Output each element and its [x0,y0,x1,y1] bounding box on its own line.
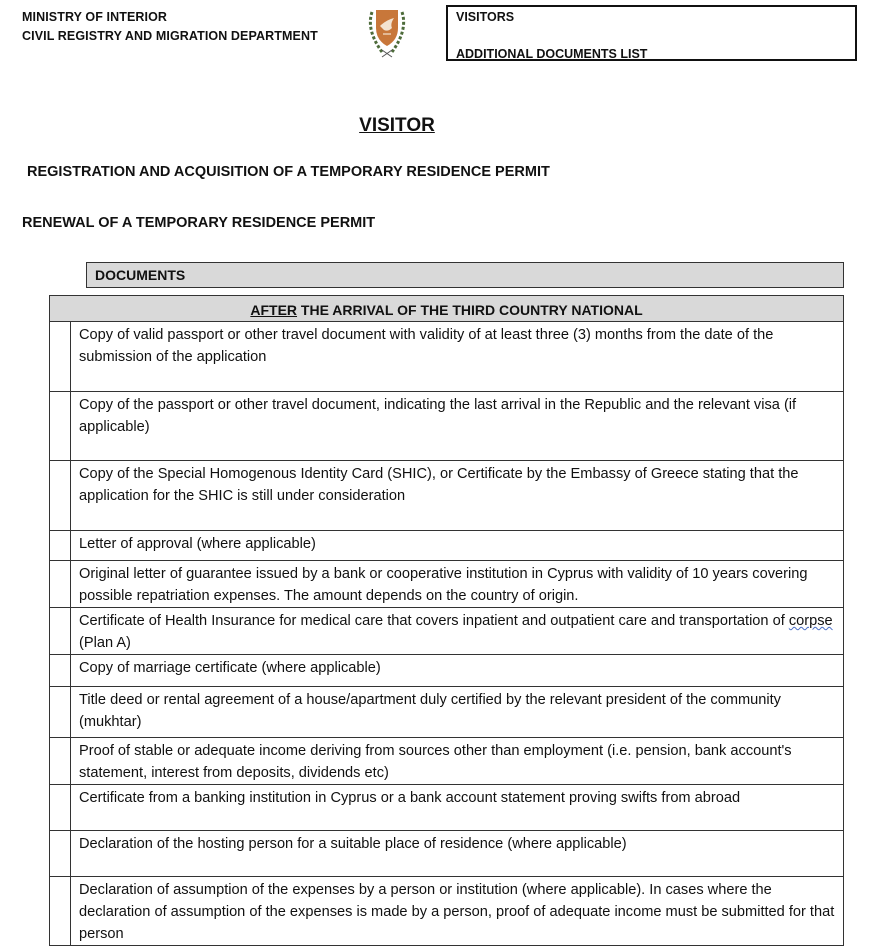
ministry-line-2: CIVIL REGISTRY AND MIGRATION DEPARTMENT [22,29,318,43]
ministry-heading [22,8,318,46]
section-header-text: THE ARRIVAL OF THE THIRD COUNTRY NATIONAL [297,302,643,318]
documents-header: DOCUMENTS [86,262,844,288]
table-row [50,392,844,461]
subtitle-renewal: RENEWAL OF A TEMPORARY RESIDENCE PERMIT [22,215,376,231]
checkbox-cell[interactable] [50,322,71,392]
table-row [50,531,844,561]
document-item: Declaration of the hosting person for a suitable place of residence (where applicable) [71,831,844,877]
table-row [50,738,844,785]
table-row [50,785,844,831]
page-title: VISITOR [359,115,435,136]
document-item: Copy of the passport or other travel document, indicating the last arrival in the Republic and the relevant visa (if applicable) [71,392,844,461]
subtitle-registration: REGISTRATION AND ACQUISITION OF A TEMPORARY RESIDENCE PERMIT [27,164,550,180]
document-item: Copy of the Special Homogenous Identity Card (SHIC), or Certificate by the Embassy of Greece stating that the application for the SHIC is still under consideration [71,461,844,531]
table-row [50,655,844,687]
document-item-text: (Plan A) [79,635,131,651]
document-item [71,608,844,655]
spellcheck-marked-word: corpse [788,613,833,629]
ministry-line-1: MINISTRY OF INTERIOR [22,10,168,24]
table-row [50,877,844,946]
document-item: Original letter of guarantee issued by a bank or cooperative institution in Cyprus with validity of 10 years covering possible repatriation expenses. The amount depends on the country of origin. [71,561,844,608]
document-item: Title deed or rental agreement of a house/apartment duly certified by the relevant president of the community (mukhtar) [71,687,844,738]
checkbox-cell[interactable] [50,608,71,655]
cyprus-coat-of-arms-icon [362,4,412,60]
table-row [50,561,844,608]
document-item: Copy of valid passport or other travel document with validity of at least three (3) months from the date of the submission of the application [71,322,844,392]
checkbox-cell[interactable] [50,687,71,738]
document-item: Certificate from a banking institution in Cyprus or a bank account statement proving swifts from abroad [71,785,844,831]
table-row [50,322,844,392]
document-category: VISITORS [456,10,515,24]
checkbox-cell[interactable] [50,655,71,687]
checkbox-cell[interactable] [50,831,71,877]
document-list-name: ADDITIONAL DOCUMENTS LIST [456,47,648,61]
document-item: Letter of approval (where applicable) [71,531,844,561]
document-item: Copy of marriage certificate (where applicable) [71,655,844,687]
checkbox-cell[interactable] [50,531,71,561]
checkbox-cell[interactable] [50,561,71,608]
checkbox-cell[interactable] [50,785,71,831]
checkbox-cell[interactable] [50,392,71,461]
table-row [50,461,844,531]
section-header-row [50,296,844,322]
table-row [50,831,844,877]
checkbox-cell[interactable] [50,738,71,785]
section-header [50,296,844,322]
checkbox-cell[interactable] [50,877,71,946]
table-row [50,608,844,655]
documents-table [49,295,844,946]
checkbox-cell[interactable] [50,461,71,531]
document-type-box [446,5,857,61]
document-item: Declaration of assumption of the expenses by a person or institution (where applicable). In cases where the declaration of assumption of the expenses is made by a person, proof of adequate income must be submitted for that person [71,877,844,946]
document-item: Proof of stable or adequate income deriving from sources other than employment (i.e. pension, bank account's statement, interest from deposits, dividends etc) [71,738,844,785]
table-row [50,687,844,738]
document-item-text: Certificate of Health Insurance for medical care that covers inpatient and outpatient care and transportation of [79,613,789,629]
section-header-emphasis: AFTER [250,302,298,318]
